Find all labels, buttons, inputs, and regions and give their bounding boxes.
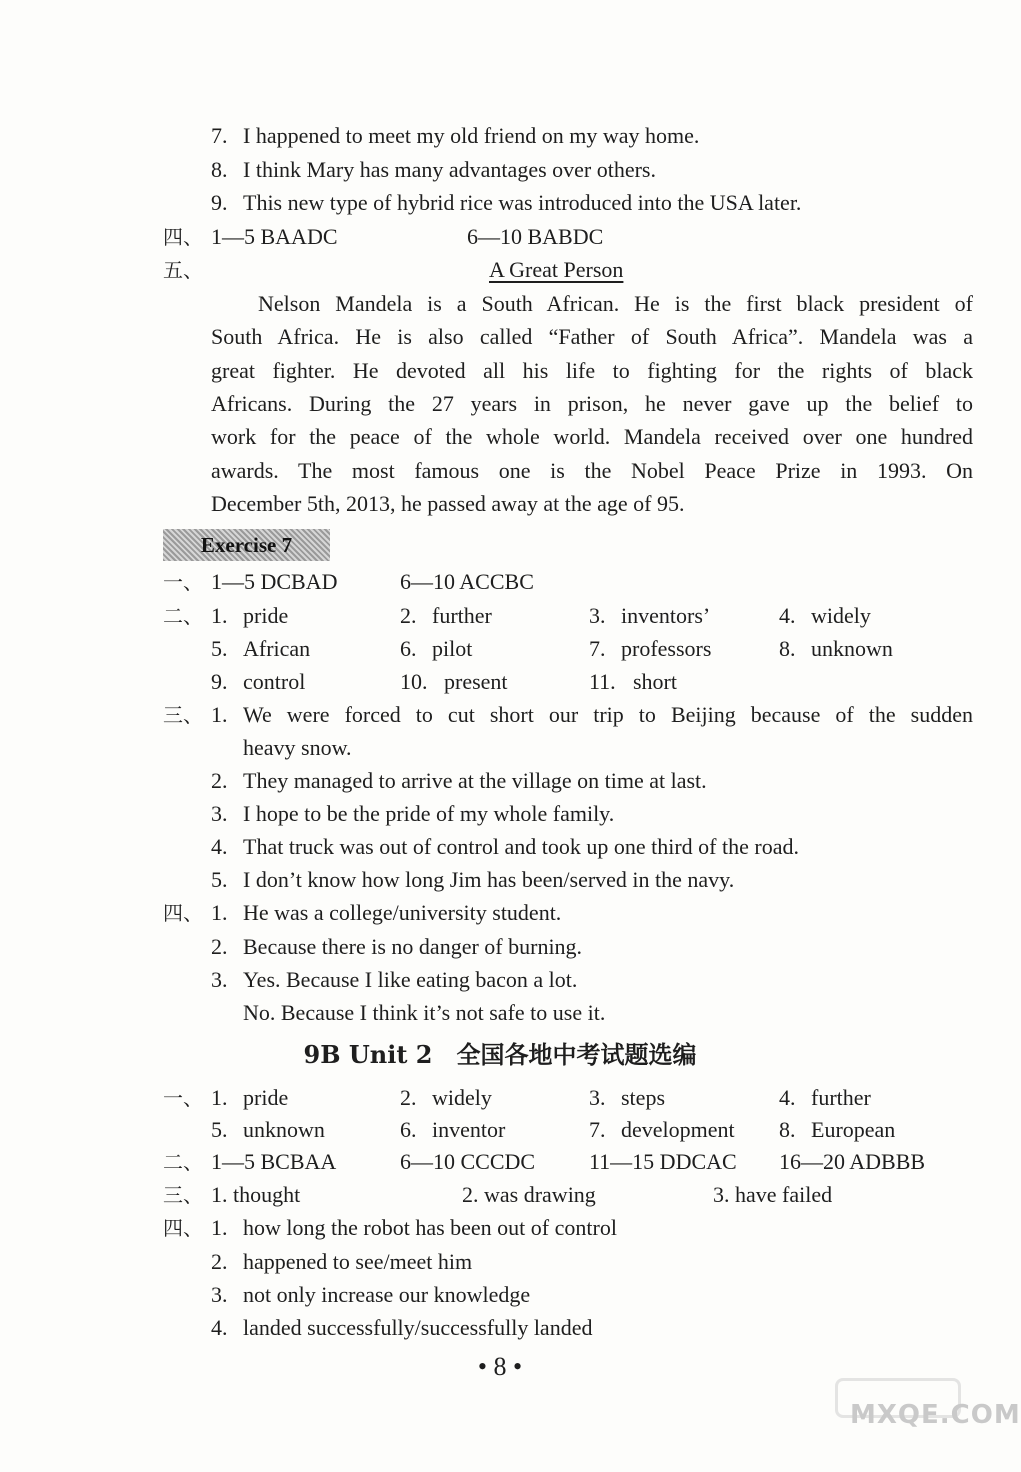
word-answer: inventor [432,1117,506,1142]
completion-answer: how long the robot has been out of control [243,1215,617,1240]
completion-answer: not only increase our knowledge [243,1282,531,1307]
essay-line: Africans. During the 27 years in prison, he never gave up the belief to [211,391,973,416]
word-answer: professors [621,636,712,661]
word-num: 6. [400,636,417,661]
answer-num: 3. [211,967,228,992]
page-number: • 8 • [477,1352,523,1381]
sentence-num: 4. [211,834,228,859]
section-label-yi: 一、 [163,570,203,594]
section-label-si: 四、 [163,1216,203,1240]
word-answer: widely [432,1085,492,1110]
word-num: 10. [400,669,428,694]
sentence-9-num: 9. [211,190,228,215]
section-label-yi: 一、 [163,1086,203,1110]
reading-answer: Yes. Because I like eating bacon a lot. [243,967,578,992]
word-num: 4. [779,603,796,628]
word-num: 7. [589,1117,606,1142]
word-answer: pride [243,603,289,628]
completion-answer: landed successfully/successfully landed [243,1315,593,1340]
answer-num: 2. [211,1249,228,1274]
section-label-san: 三、 [163,1183,203,1207]
word-answer: steps [621,1085,665,1110]
word-num: 5. [211,636,228,661]
word-num: 6. [400,1117,417,1142]
exercise-heading: Exercise 7 [163,529,330,561]
word-answer: African [243,636,311,661]
word-answer: present [444,669,508,694]
word-num: 1. [211,603,228,628]
essay-line: Nelson Mandela is a South African. He is the first black president of [258,291,973,316]
answer-num: 4. [211,1315,228,1340]
essay-line: great fighter. He devoted all his life to fighting for the rights of black [211,358,973,383]
answers-1-5: 1—5 BAADC [211,224,338,249]
verb-answer-2: 2. was drawing [462,1182,596,1207]
essay-title: A Great Person [489,257,624,282]
sentence-num: 2. [211,768,228,793]
answer-num: 1. [211,1215,228,1240]
essay-line: work for the peace of the whole world. Mandela received over one hundred [211,424,973,449]
word-num: 8. [779,636,796,661]
section-label-si: 四、 [163,901,203,925]
answers-6-10: 6—10 ACCBC [400,569,534,594]
watermark-text: MXQE.COM [850,1400,1021,1430]
answer-num: 2. [211,934,228,959]
sentence-8: I think Mary has many advantages over others. [243,157,656,182]
word-num: 7. [589,636,606,661]
word-answer: widely [811,603,871,628]
answers-1-5: 1—5 BCBAA [211,1149,337,1174]
word-num: 5. [211,1117,228,1142]
word-num: 8. [779,1117,796,1142]
word-answer: inventors’ [621,603,711,628]
reading-answer: No. Because I think it’s not safe to use it. [243,1000,606,1025]
sentence-9: This new type of hybrid rice was introduced into the USA later. [243,190,802,215]
translation-sentence: I hope to be the pride of my whole family. [243,801,615,826]
answers-6-10: 6—10 CCCDC [400,1149,536,1174]
word-num: 1. [211,1085,228,1110]
reading-answer: He was a college/university student. [243,900,562,925]
word-num: 9. [211,669,228,694]
unit-heading: 9B Unit 2 全国各地中考试题选编 [303,1040,697,1069]
section-label-wu: 五、 [163,258,203,282]
answers-11-15: 11—15 DDCAC [589,1149,737,1174]
word-num: 2. [400,603,417,628]
sentence-num: 3. [211,801,228,826]
word-answer: further [432,603,492,628]
completion-answer: happened to see/meet him [243,1249,473,1274]
essay-line: December 5th, 2013, he passed away at the age of 95. [211,491,685,516]
sentence-7-num: 7. [211,123,228,148]
section-label-er: 二、 [163,1150,203,1174]
word-num: 2. [400,1085,417,1110]
sentence-7: I happened to meet my old friend on my way home. [243,123,700,148]
sentence-num: 5. [211,867,228,892]
essay-line: South Africa. He is also called “Father of South Africa”. Mandela was a [211,324,973,349]
word-num: 3. [589,1085,606,1110]
answers-6-10: 6—10 BABDC [467,224,604,249]
word-answer: unknown [811,636,893,661]
translation-sentence: I don’t know how long Jim has been/served in the navy. [243,867,735,892]
word-num: 4. [779,1085,796,1110]
sentence-num: 1. [211,702,228,727]
word-answer: European [811,1117,896,1142]
word-answer: pride [243,1085,289,1110]
section-label-er: 二、 [163,604,203,628]
section-label-san: 三、 [163,703,203,727]
answer-num: 1. [211,900,228,925]
word-answer: pilot [432,636,473,661]
word-answer: short [633,669,677,694]
translation-sentence: We were forced to cut short our trip to Beijing because of the sudden [243,702,973,727]
word-num: 3. [589,603,606,628]
section-label-si: 四、 [163,225,203,249]
word-answer: control [243,669,306,694]
translation-sentence-cont: heavy snow. [243,735,352,760]
answers-16-20: 16—20 ADBBB [779,1149,926,1174]
verb-answer-3: 3. have failed [713,1182,833,1207]
verb-answer-1: 1. thought [211,1182,301,1207]
answer-num: 3. [211,1282,228,1307]
reading-answer: Because there is no danger of burning. [243,934,583,959]
word-answer: further [811,1085,871,1110]
answers-1-5: 1—5 DCBAD [211,569,338,594]
essay-line: awards. The most famous one is the Nobel Peace Prize in 1993. On [211,458,973,483]
word-num: 11. [589,669,616,694]
translation-sentence: That truck was out of control and took up one third of the road. [243,834,799,859]
word-answer: unknown [243,1117,325,1142]
word-answer: development [621,1117,735,1142]
translation-sentence: They managed to arrive at the village on time at last. [243,768,707,793]
sentence-8-num: 8. [211,157,228,182]
